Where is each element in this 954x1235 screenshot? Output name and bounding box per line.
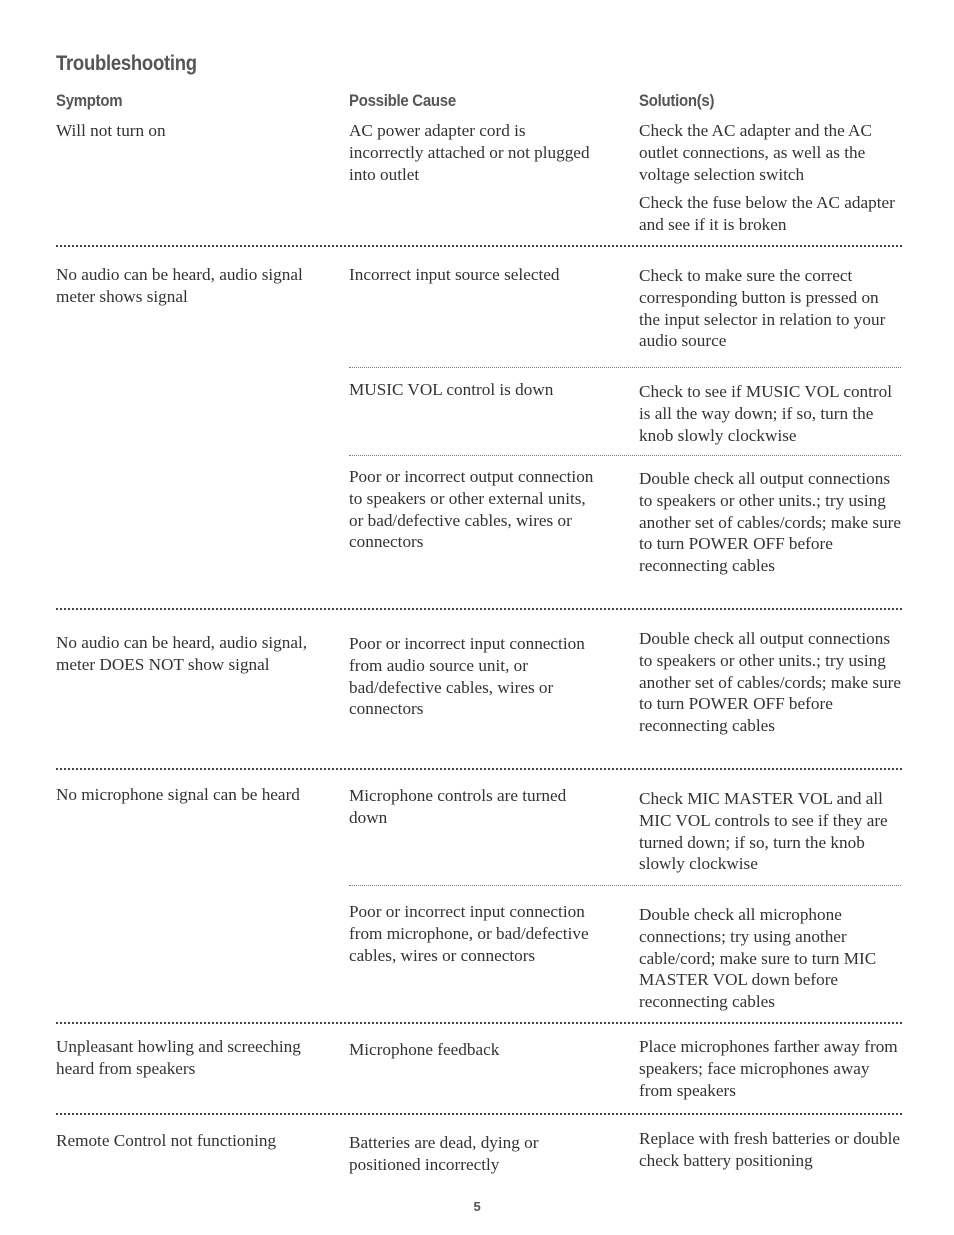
symptom-text: No audio can be heard, audio signal meter shows signal [56,265,303,306]
sub-row-divider [349,367,901,368]
column-header-possible-cause: Possible Cause [349,91,456,110]
solution-text: Check MIC MASTER VOL and all MIC VOL controls to see if they are turned down; if so, turn the knob slowly clockwise [639,789,888,874]
solution-text: Check the AC adapter and the AC outlet connections, as well as the voltage selection switch [639,121,872,184]
row-divider [56,1113,902,1115]
cause-text: Batteries are dead, dying or positioned incorrectly [349,1133,539,1174]
cause-text: Microphone feedback [349,1040,500,1059]
solution-text: Replace with fresh batteries or double check battery positioning [639,1129,901,1170]
row-divider [56,245,902,247]
cause-text: Poor or incorrect output connection to speakers or other external units, or bad/defective cables, wires or connectors [349,467,594,552]
cause-text: AC power adapter cord is incorrectly attached or not plugged into outlet [349,121,590,184]
symptom-text: Unpleasant howling and screeching heard from speakers [56,1037,301,1078]
sub-row-divider [349,455,901,456]
row-divider [56,1022,902,1024]
cause-text: MUSIC VOL control is down [349,380,554,399]
cause-text: Poor or incorrect input connection from microphone, or bad/defective cables, wires or connectors [349,902,589,965]
row-divider [56,608,902,610]
page-title: Troubleshooting [56,52,197,75]
symptom-text: Will not turn on [56,121,166,140]
solution-text: Double check all output connections to speakers or other units.; try using another set of cables/cords; make sure to turn POWER OFF before reconnecting cables [639,469,902,576]
solution-text: Double check all output connections to speakers or other units.; try using another set of cables/cords; make sure to turn POWER OFF before reconnecting cables [639,629,902,736]
symptom-text: Remote Control not functioning [56,1131,277,1150]
column-header-symptom: Symptom [56,91,123,110]
solution-text: Check to see if MUSIC VOL control is all the way down; if so, turn the knob slowly clockwise [639,382,893,445]
solution-text: Double check all microphone connections; try using another cable/cord; make sure to turn MIC MASTER VOL down before reconnecting cables [639,905,877,1012]
solution-text: Place microphones farther away from speakers; face microphones away from speakers [639,1037,898,1100]
solution-text: Check to make sure the correct corresponding button is pressed on the input selector in relation to your audio source [639,266,886,351]
cause-text: Incorrect input source selected [349,265,560,284]
sub-row-divider [349,885,901,886]
solution-text: Check the fuse below the AC adapter and see if it is broken [639,193,895,234]
symptom-text: No audio can be heard, audio signal, meter DOES NOT show signal [56,633,308,674]
row-divider [56,768,902,770]
page-number: 5 [473,1199,481,1214]
symptom-text: No microphone signal can be heard [56,785,300,804]
column-header-solutions: Solution(s) [639,91,715,110]
cause-text: Poor or incorrect input connection from audio source unit, or bad/defective cables, wires or connectors [349,634,585,719]
cause-text: Microphone controls are turned down [349,786,567,827]
